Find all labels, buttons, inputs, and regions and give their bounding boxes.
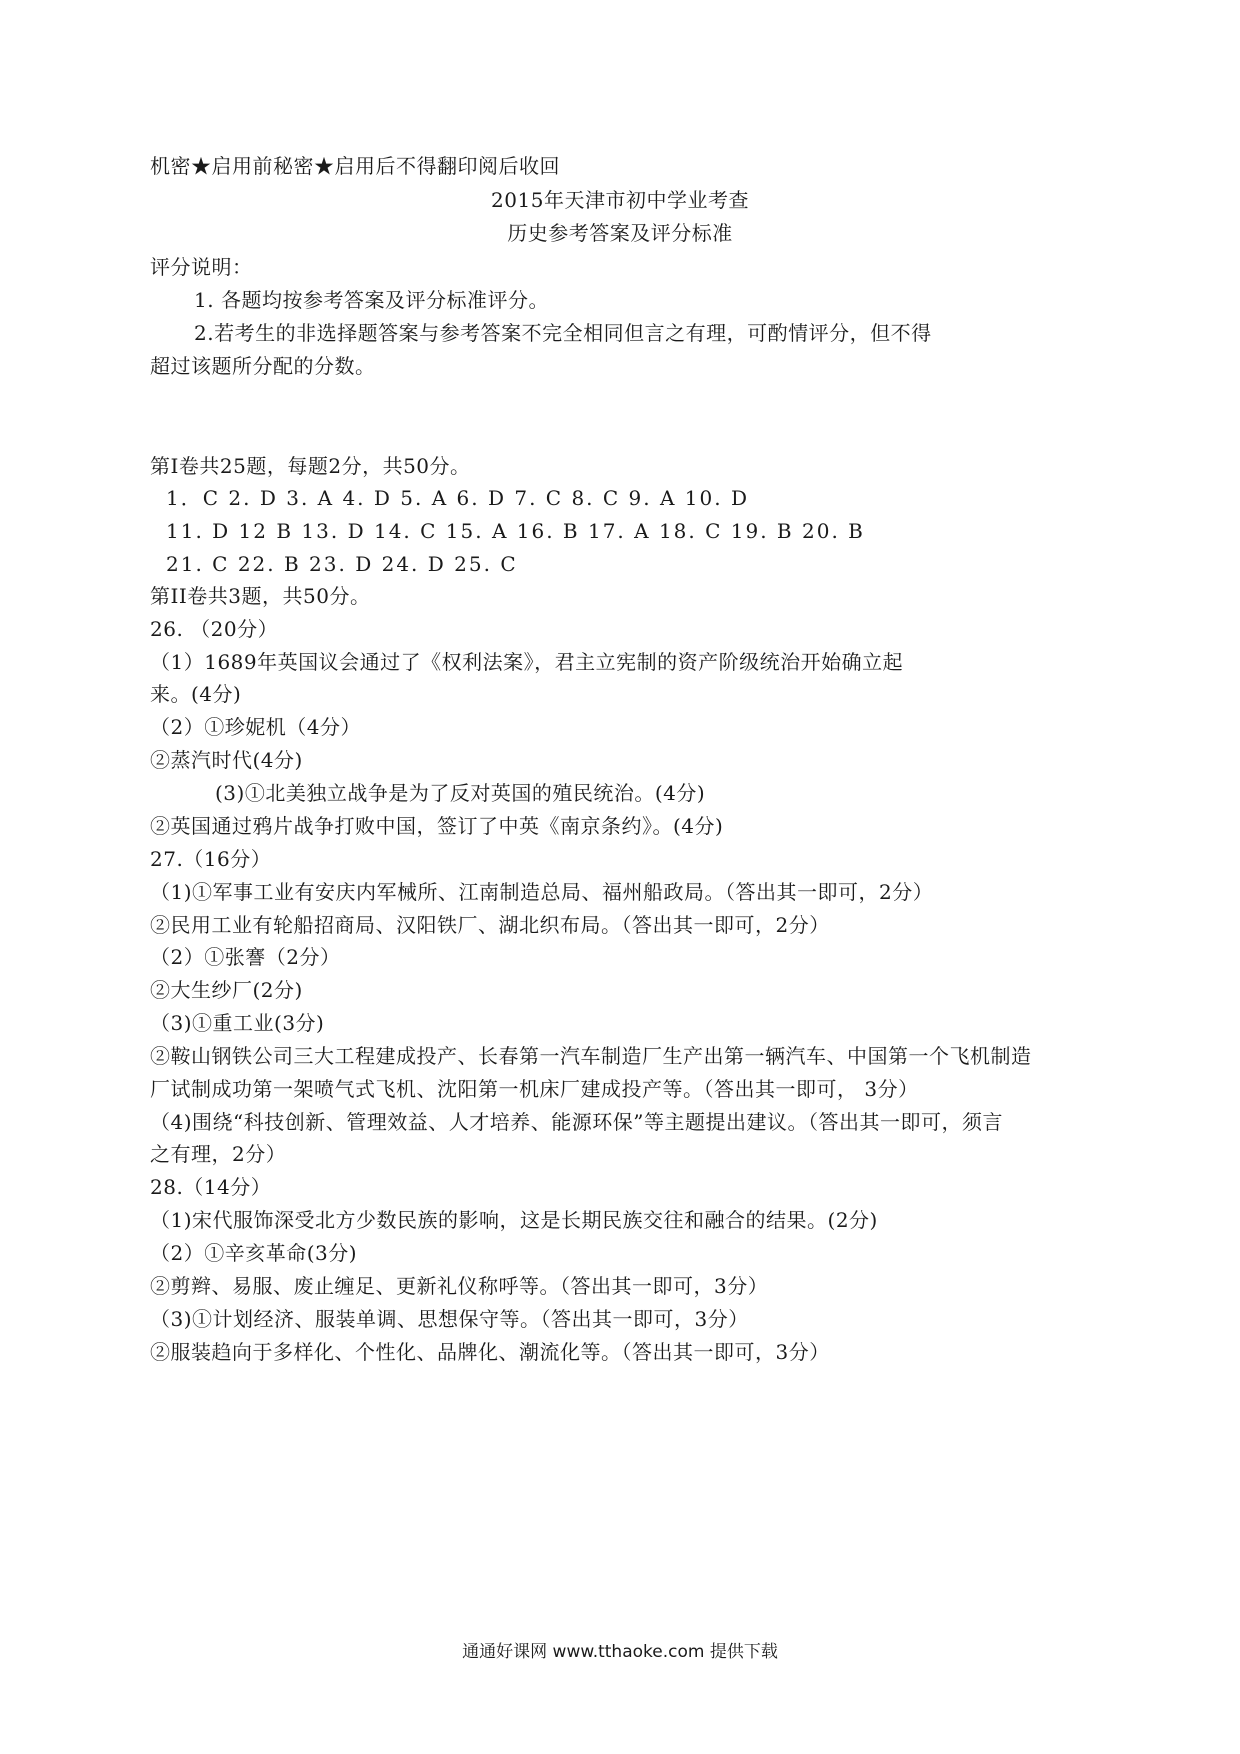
scoring-notes-heading: 评分说明： bbox=[150, 255, 253, 279]
q27-answer-3-2-line-2: 厂试制成功第一架喷气式飞机、沈阳第一机床厂建成投产等。（答出其一即可， 3分） bbox=[150, 1077, 919, 1101]
q27-title: 27.（16分） bbox=[150, 847, 272, 871]
q26-answer-3-1: (3)①北美独立战争是为了反对英国的殖民统治。(4分) bbox=[215, 781, 706, 805]
scoring-note-1: 1. 各题均按参考答案及评分标准评分。 bbox=[194, 288, 549, 312]
q26-title: 26. （20分） bbox=[150, 617, 279, 641]
q27-answer-2-2: ②大生纱厂(2分) bbox=[150, 978, 303, 1002]
q27-answer-4-line-1: （4)围绕“科技创新、管理效益、人才培养、能源环保”等主题提出建议。（答出其一即可，须言 bbox=[150, 1110, 1003, 1134]
scoring-note-2-line-2: 超过该题所分配的分数。 bbox=[150, 354, 376, 378]
download-source-footer: 通通好课网 www.tthaoke.com 提供下载 bbox=[462, 1642, 778, 1662]
q27-answer-3-2-line-1: ②鞍山钢铁公司三大工程建成投产、长春第一汽车制造厂生产出第一辆汽车、中国第一个飞机制造 bbox=[150, 1044, 1032, 1068]
q28-answer-3-2: ②服装趋向于多样化、个性化、品牌化、潮流化等。（答出其一即可，3分） bbox=[150, 1340, 830, 1364]
q28-answer-2-2: ②剪辫、易服、废止缠足、更新礼仪称呼等。（答出其一即可，3分） bbox=[150, 1274, 769, 1298]
q27-answer-1-1: （1)①军事工业有安庆内军械所、江南制造总局、福州船政局。（答出其一即可，2分） bbox=[150, 880, 934, 904]
q26-answer-1-line-2: 来。(4分) bbox=[150, 682, 242, 706]
q26-answer-2-1: （2）①珍妮机（4分） bbox=[150, 715, 361, 739]
part2-heading: 第II卷共3题，共50分。 bbox=[150, 584, 371, 608]
q28-answer-2-1: （2）①辛亥革命(3分) bbox=[150, 1241, 358, 1265]
q26-answer-1-line-1: （1）1689年英国议会通过了《权利法案》，君主立宪制的资产阶级统治开始确立起 bbox=[150, 650, 904, 674]
q28-answer-1: （1)宋代服饰深受北方少数民族的影响，这是长期民族交往和融合的结果。(2分) bbox=[150, 1208, 878, 1232]
document-title: 2015年天津市初中学业考查 bbox=[491, 188, 749, 212]
q27-answer-4-line-2: 之有理，2分） bbox=[150, 1142, 287, 1166]
q27-answer-3-1: （3)①重工业(3分) bbox=[150, 1011, 325, 1035]
q28-answer-3-1: （3)①计划经济、服装单调、思想保守等。（答出其一即可，3分） bbox=[150, 1307, 749, 1331]
mcq-answers-row-2: 11. D 12 B 13. D 14. C 15. A 16. B 17. A 18. C 19. B 20. B bbox=[166, 519, 865, 543]
q28-title: 28.（14分） bbox=[150, 1175, 272, 1199]
document-subtitle: 历史参考答案及评分标准 bbox=[507, 221, 733, 245]
q26-answer-2-2: ②蒸汽时代(4分) bbox=[150, 748, 303, 772]
mcq-answers-row-3: 21. C 22. B 23. D 24. D 25. C bbox=[166, 552, 518, 576]
q27-answer-1-2: ②民用工业有轮船招商局、汉阳铁厂、湖北织布局。（答出其一即可，2分） bbox=[150, 913, 830, 937]
q26-answer-3-2: ②英国通过鸦片战争打败中国，签订了中英《南京条约》。(4分) bbox=[150, 814, 724, 838]
confidential-notice: 机密★启用前秘密★启用后不得翻印阅后收回 bbox=[150, 154, 560, 178]
part1-heading: 第Ⅰ卷共25题，每题2分，共50分。 bbox=[150, 454, 471, 478]
scoring-note-2-line-1: 2.若考生的非选择题答案与参考答案不完全相同但言之有理，可酌情评分，但不得 bbox=[194, 321, 932, 345]
mcq-answers-row-1: 1．C 2. D 3. A 4. D 5. A 6. D 7. C 8. C 9. A 10. D bbox=[166, 486, 749, 510]
q27-answer-2-1: （2）①张謇（2分） bbox=[150, 945, 341, 969]
